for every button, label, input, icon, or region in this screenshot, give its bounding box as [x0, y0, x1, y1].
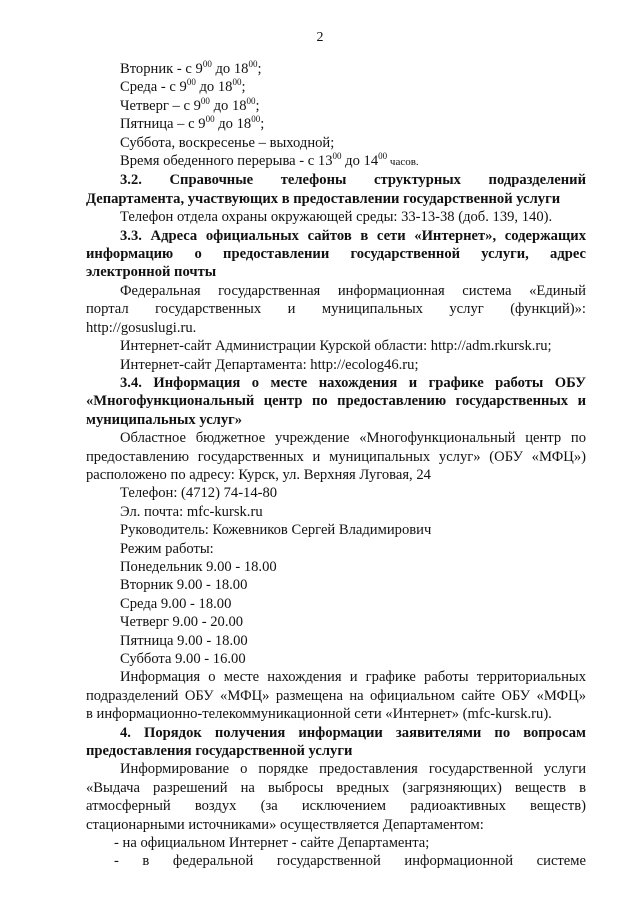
section-4-heading-line2: предоставления государственной услуги: [86, 743, 353, 760]
section-4-body-line3: атмосферный воздух (за исключением радиоактивных веществ): [86, 798, 586, 815]
section-4-body-line1: Информирование о порядке предоставления государственной услуги: [120, 761, 586, 778]
admin-site-link: Интернет-сайт Администрации Курской области: http://adm.rkursk.ru;: [120, 338, 552, 355]
mfc-territorial-line3: в информационно-телекоммуникационной сети «Интернет» (mfc-kursk.ru).: [86, 706, 552, 723]
mfc-address-line3: расположено по адресу: Курск, ул. Верхняя Луговая, 24: [86, 466, 431, 483]
mfc-hours-saturday: Суббота 9.00 - 16.00: [120, 651, 246, 667]
mfc-territorial-line2: подразделений ОБУ «МФЦ» размещена на официальном сайте ОБУ «МФЦ»: [86, 687, 586, 704]
mfc-hours-title: Режим работы:: [120, 540, 214, 557]
mfc-hours-thursday: Четверг 9.00 - 20.00: [120, 614, 244, 631]
section-4-heading-line1: 4. Порядок получения информации заявителями по вопросам: [120, 724, 586, 741]
section-3-4-heading-line3: муниципальных услуг»: [86, 411, 243, 428]
epgu-line2: портал государственных и муниципальных услуг (функций)»:: [86, 301, 586, 318]
schedule-thursday: Четверг – с $9^{00}$ до $18^{00}$;: [120, 95, 260, 114]
document-body: [86, 60, 586, 871]
epgu-line1: Федеральная государственная информационная система «Единый: [120, 282, 586, 299]
bullet-federal-system: - в федеральной государственной информационной системе: [114, 853, 586, 870]
mfc-hours-friday: Пятница 9.00 - 18.00: [120, 632, 248, 649]
mfc-hours-tuesday: Вторник 9.00 - 18.00: [120, 577, 248, 594]
section-3-4-heading-line2: «Многофункциональный центр по предоставлению государственных и: [86, 393, 586, 410]
section-3-2-heading-line1: 3.2. Справочные телефоны структурных подразделений: [120, 172, 586, 189]
section-3-2-phone: Телефон отдела охраны окружающей среды: 33-13-38 (доб. 139, 140).: [120, 209, 553, 226]
schedule-friday: Пятница – с $9^{00}$ до $18^{00}$;: [120, 114, 265, 133]
schedule-tuesday: Вторник - с $9^{00}$ до $18^{00}$;: [120, 59, 262, 77]
schedule-lunch: Время обеденного перерыва - с $13^{00}$ до $14^{00}$ часов.: [120, 151, 419, 170]
section-3-2-heading-line2: Департамента, участвующих в предоставлении государственной услуги: [86, 190, 561, 207]
page-number: 2: [316, 30, 324, 45]
bullet-dept-site: - на официальном Интернет - сайте Департамента;: [114, 835, 430, 852]
mfc-hours-wednesday: Среда 9.00 - 18.00: [120, 595, 232, 612]
section-3-3-heading-line1: 3.3. Адреса официальных сайтов в сети «Интернет», содержащих: [120, 227, 586, 244]
section-3-3-heading-line2: информацию о предоставлении государственной услуги, адрес: [86, 246, 586, 263]
section-4-body-line2: «Выдача разрешений на выбросы вредных (загрязняющих) веществ в: [86, 779, 586, 796]
section-3-4-heading-line1: 3.4. Информация о месте нахождения и графике работы ОБУ: [120, 374, 586, 391]
epgu-link: http://gosuslugi.ru.: [86, 319, 197, 336]
schedule-weekend: Суббота, воскресенье – выходной;: [120, 134, 335, 151]
section-3-3-heading-line3: электронной почты: [86, 264, 217, 281]
mfc-address-line1: Областное бюджетное учреждение «Многофункциональный центр по: [120, 430, 586, 447]
mfc-address-line2: предоставлению государственных и муниципальных услуг» (ОБУ «МФЦ»): [86, 448, 586, 465]
mfc-hours-monday: Понедельник 9.00 - 18.00: [120, 558, 277, 575]
dept-site-link: Интернет-сайт Департамента: http://ecolog46.ru;: [120, 356, 419, 373]
mfc-phone: Телефон: (4712) 74-14-80: [120, 485, 278, 502]
schedule-wednesday: Среда - с $9^{00}$ до $18^{00}$;: [120, 77, 246, 96]
section-4-body-line4: стационарными источниками» осуществляется Департаментом:: [86, 816, 484, 833]
mfc-email: Эл. почта: mfc-kursk.ru: [120, 503, 263, 520]
mfc-head: Руководитель: Кожевников Сергей Владимирович: [120, 522, 432, 539]
mfc-territorial-line1: Информация о месте нахождения и графике работы территориальных: [120, 669, 586, 686]
